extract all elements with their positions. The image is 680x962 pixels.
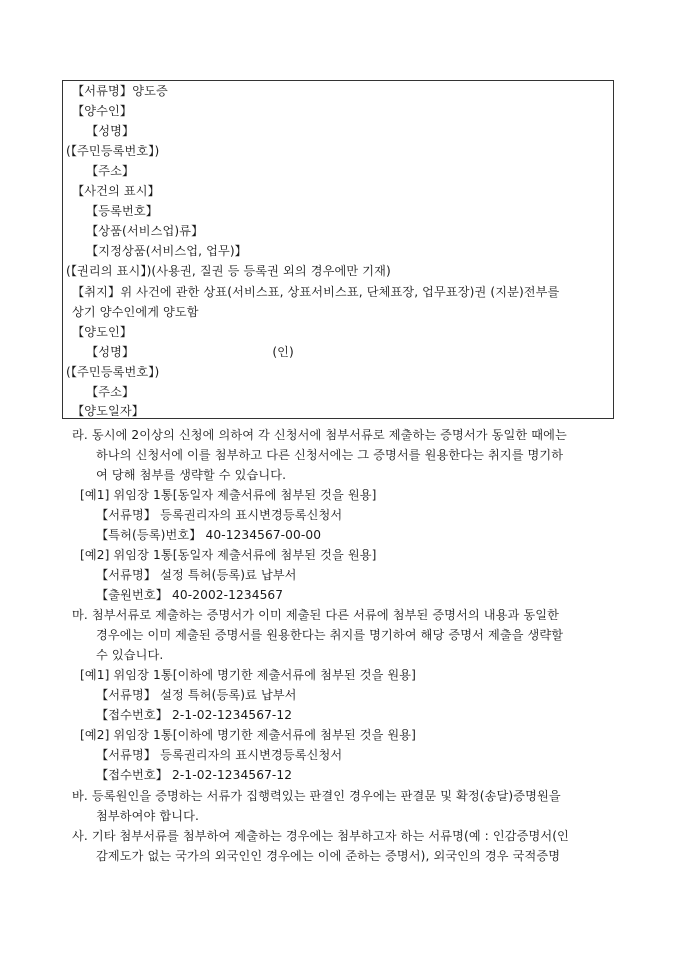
example-1-doc: 【서류명】 등록권리자의 표시변경등록신청서: [96, 508, 343, 522]
example-3-title: [예1] 위임장 1통[이하에 명기한 제출서류에 첨부된 것을 원용]: [80, 668, 417, 682]
form-designated-goods: 【지정상품(서비스업, 업무)】: [86, 244, 247, 258]
example-4-title: [예2] 위임장 1통[이하에 명기한 제출서류에 첨부된 것을 원용]: [80, 728, 417, 742]
example-4-doc: 【서류명】 등록권리자의 표시변경등록신청서: [96, 748, 343, 762]
example-2-doc: 【서류명】 설정 특허(등록)료 납부서: [96, 568, 297, 582]
para-ra-line-2: 하나의 신청서에 이를 첨부하고 다른 신청서에는 그 증명서를 원용한다는 취지를 명기하: [96, 448, 564, 462]
example-3-number: 【접수번호】 2-1-02-1234567-12: [96, 708, 293, 722]
form-doc-title: 【서류명】양도증: [72, 84, 168, 98]
para-ma-line-2: 경우에는 이미 제출된 증명서를 원용한다는 취지를 명기하여 해당 증명서 제출을 생략할: [96, 628, 564, 642]
form-assignor-name-row: [86, 343, 294, 361]
form-assignment-date: 【양도일자】: [72, 404, 145, 418]
para-ra-line-3: 여 당해 첨부를 생략할 수 있습니다.: [96, 468, 287, 482]
seal-mark: (인): [272, 345, 294, 359]
form-assignee-heading: 【양수인】: [72, 104, 133, 118]
para-ma-line-1: 마. 첨부서류로 제출하는 증명서가 이미 제출된 다른 서류에 첨부된 증명서의 내용과 동일한: [72, 608, 559, 622]
form-assignor-heading: 【양도인】: [72, 325, 133, 339]
example-1-title: [예1] 위임장 1통[동일자 제출서류에 첨부된 것을 원용]: [80, 488, 377, 502]
para-sa-line-2: 감제도가 없는 국가의 외국인인 경우에는 이에 준하는 증명서), 외국인의 경우 국적증명: [96, 849, 561, 863]
form-registration-no: 【등록번호】: [86, 204, 159, 218]
para-ba-line-2: 첨부하여야 합니다.: [96, 809, 199, 823]
form-assignee-name: 【성명】: [86, 124, 135, 138]
form-assignor-address: 【주소】: [86, 385, 135, 399]
form-purpose-line-1: 【취지】위 사건에 관한 상표(서비스표, 상표서비스표, 단체표장, 업무표장)권 (지분)전부를: [72, 285, 560, 299]
form-assignee-resident-no: (【주민등록번호】): [66, 144, 160, 158]
para-ma-line-3: 수 있습니다.: [96, 648, 164, 662]
example-4-number: 【접수번호】 2-1-02-1234567-12: [96, 768, 293, 782]
form-assignee-address: 【주소】: [86, 164, 135, 178]
form-assignor-name: 【성명】: [86, 345, 135, 359]
form-rights-indication: (【권리의 표시】)(사용권, 질권 등 등록권 외의 경우에만 기재): [66, 264, 391, 278]
form-goods-class: 【상품(서비스업)류】: [86, 224, 204, 238]
form-purpose-line-2: 상기 양수인에게 양도함: [72, 305, 199, 319]
example-3-doc: 【서류명】 설정 특허(등록)료 납부서: [96, 688, 297, 702]
form-assignor-resident-no: (【주민등록번호】): [66, 365, 160, 379]
para-ra-line-1: 라. 동시에 2이상의 신청에 의하여 각 신청서에 첨부서류로 제출하는 증명서가 동일한 때에는: [72, 428, 567, 442]
example-2-title: [예2] 위임장 1통[동일자 제출서류에 첨부된 것을 원용]: [80, 548, 377, 562]
form-case-heading: 【사건의 표시】: [72, 184, 160, 198]
example-2-number: 【출원번호】 40-2002-1234567: [96, 588, 284, 602]
example-1-number: 【특허(등록)번호】 40-1234567-00-00: [96, 528, 322, 542]
para-sa-line-1: 사. 기타 첨부서류를 첨부하여 제출하는 경우에는 첨부하고자 하는 서류명(예 : 인감증명서(인: [72, 829, 569, 843]
para-ba-line-1: 바. 등록원인을 증명하는 서류가 집행력있는 판결인 경우에는 판결문 및 확정(송달)증명원을: [72, 789, 561, 803]
